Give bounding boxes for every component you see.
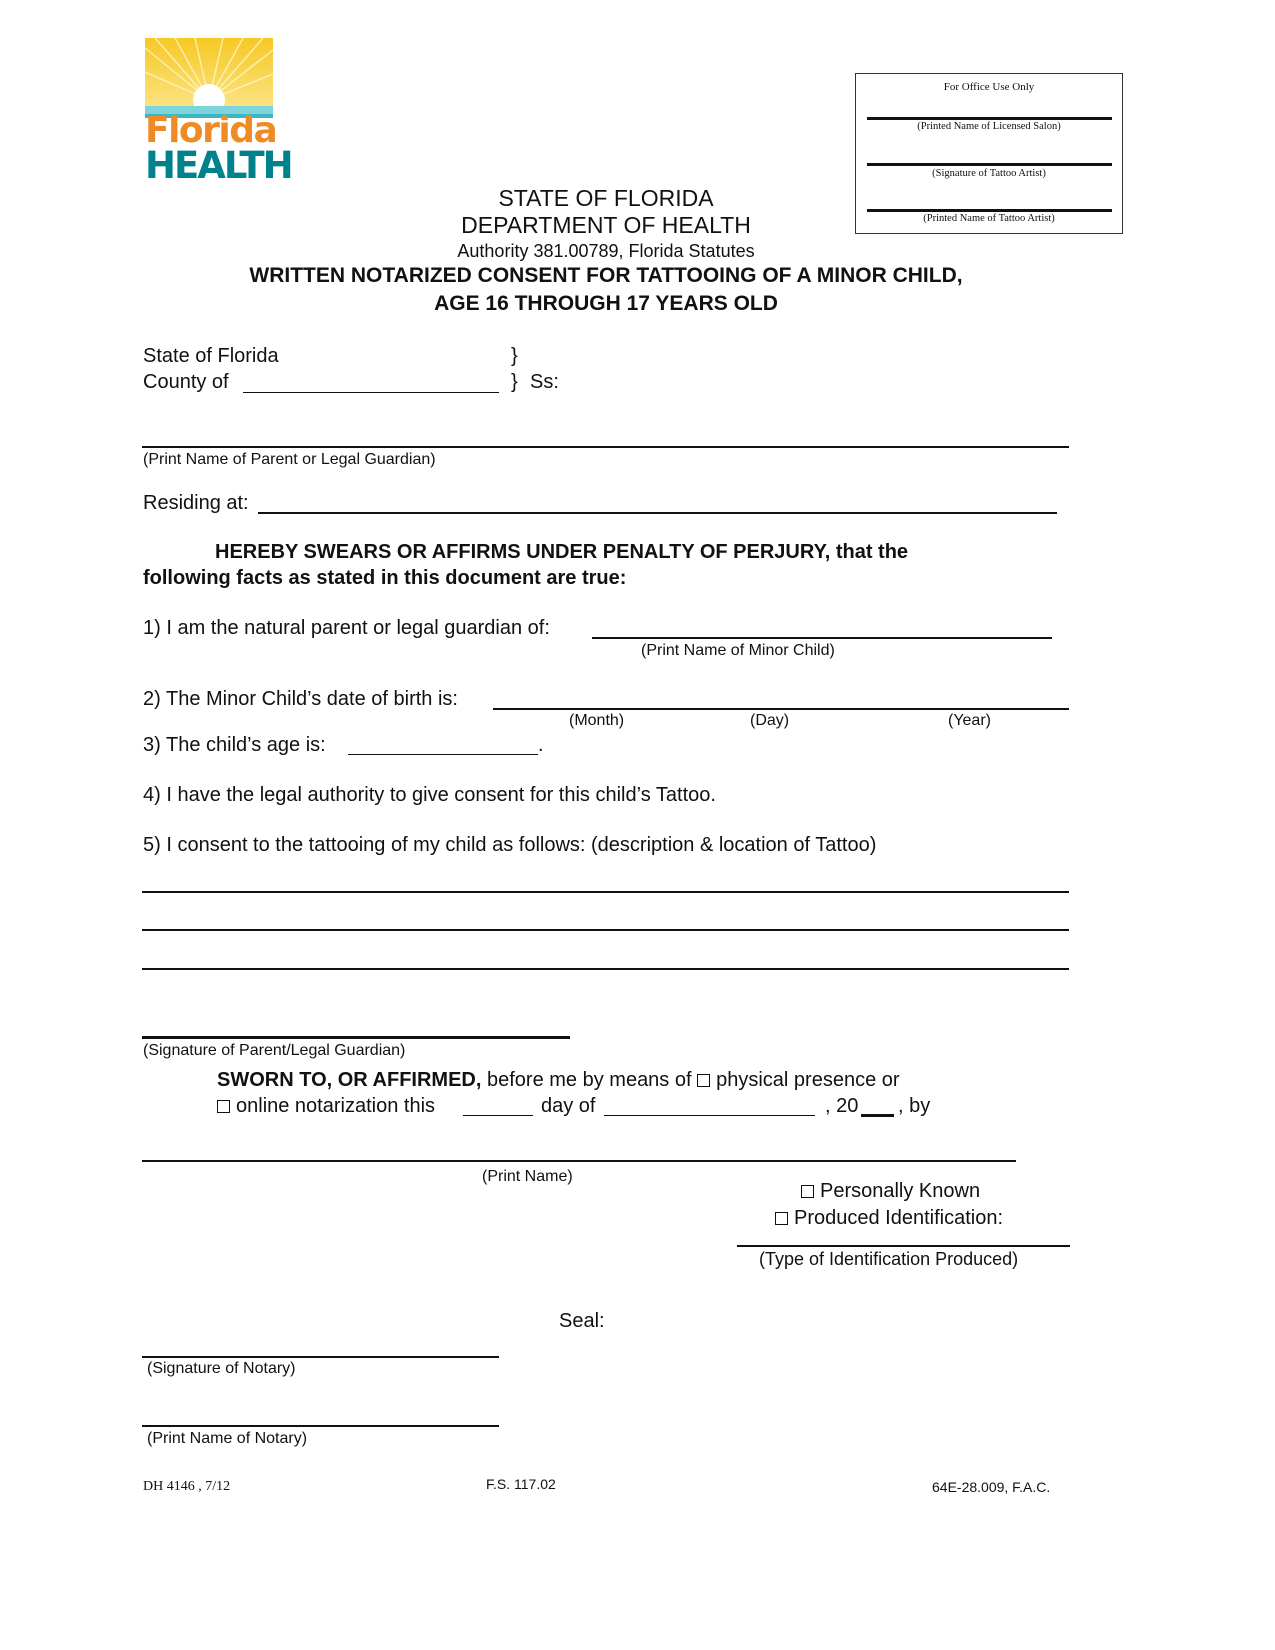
produced-id-row (775, 1207, 1003, 1230)
sworn-year-prefix: , 20 (825, 1095, 859, 1117)
venue-state: State of Florida (143, 345, 279, 367)
item-4-text: 4) I have the legal authority to give consent for this child’s Tattoo. (143, 784, 716, 806)
item-3-text: 3) The child’s age is: (143, 734, 326, 756)
office-use-box (855, 73, 1123, 234)
sworn-dayof-label: day of (541, 1095, 596, 1117)
produced-id-label: Produced Identification: (794, 1207, 1004, 1229)
footer-form-number: DH 4146 , 7/12 (143, 1479, 231, 1494)
tattoo-description-line-3[interactable] (142, 968, 1069, 970)
notary-print-name-line[interactable] (142, 1425, 499, 1427)
notary-signature-label: (Signature of Notary) (147, 1360, 296, 1377)
personally-known-label: Personally Known (820, 1180, 981, 1202)
personally-known-checkbox[interactable] (801, 1185, 814, 1198)
physical-presence-checkbox[interactable] (697, 1074, 710, 1087)
artist-signature-line[interactable] (867, 163, 1112, 166)
footer-rule: 64E-28.009, F.A.C. (932, 1479, 1051, 1495)
parent-name-line[interactable] (142, 446, 1069, 448)
venue-county-label: County of (143, 371, 229, 393)
parent-signature-line[interactable] (142, 1036, 570, 1039)
venue-ss: Ss: (530, 371, 559, 393)
salon-name-line[interactable] (867, 117, 1112, 120)
tattoo-description-line-2[interactable] (142, 929, 1069, 931)
oath-line-1 (215, 541, 908, 564)
artist-signature-label: (Signature of Tattoo Artist) (932, 168, 1046, 179)
form-title-line-2: AGE 16 THROUGH 17 YEARS OLD (434, 292, 778, 315)
residing-input[interactable] (262, 490, 1052, 512)
salon-name-label: (Printed Name of Licensed Salon) (917, 121, 1061, 132)
dob-input[interactable] (497, 686, 1065, 708)
oath-rest: that the (830, 541, 909, 563)
parent-name-label: (Print Name of Parent or Legal Guardian) (143, 451, 436, 468)
footer-statute: F.S. 117.02 (486, 1476, 556, 1492)
oath-bold: HEREBY SWEARS OR AFFIRMS UNDER PENALTY OF PERJURY, (215, 541, 831, 563)
logo-florida-text: Florida (145, 110, 277, 151)
florida-health-logo (145, 38, 292, 187)
id-type-line[interactable] (737, 1245, 1070, 1247)
sworn-by-label: , by (898, 1095, 931, 1117)
item-5-text: 5) I consent to the tattooing of my child as follows: (description & location of Tattoo) (143, 834, 877, 856)
county-input[interactable] (246, 371, 496, 393)
item-1-text: 1) I am the natural parent or legal guardian of: (143, 617, 550, 639)
department-heading: DEPARTMENT OF HEALTH (461, 212, 751, 238)
sworn-year-line[interactable] (861, 1114, 894, 1117)
item-3-period: . (538, 734, 544, 756)
sworn-line-1 (217, 1069, 900, 1092)
dob-day-label: (Day) (750, 712, 790, 729)
dob-month-label: (Month) (569, 712, 625, 729)
residing-line[interactable] (258, 512, 1057, 514)
notary-signature-line[interactable] (142, 1356, 499, 1358)
minor-child-name-line[interactable] (592, 637, 1052, 639)
residing-label: Residing at: (143, 492, 249, 514)
authority-line: Authority 381.00789, Florida Statutes (457, 241, 755, 261)
print-name-line[interactable] (142, 1160, 1016, 1162)
print-name-input[interactable] (146, 1137, 1012, 1159)
child-age-input[interactable] (352, 732, 534, 754)
minor-child-name-label: (Print Name of Minor Child) (641, 642, 835, 659)
sworn-day-line[interactable] (463, 1115, 533, 1116)
notary-print-name-label: (Print Name of Notary) (147, 1430, 308, 1447)
parent-name-input[interactable] (146, 422, 1066, 446)
produced-id-checkbox[interactable] (775, 1212, 788, 1225)
child-age-line[interactable] (348, 754, 538, 755)
parent-signature-label: (Signature of Parent/Legal Guardian) (143, 1042, 406, 1059)
form-title-line-1: WRITTEN NOTARIZED CONSENT FOR TATTOOING OF A MINOR CHILD, (249, 264, 963, 287)
personally-known-row (801, 1180, 980, 1203)
id-type-label: (Type of Identification Produced) (759, 1249, 1019, 1269)
office-use-title: For Office Use Only (943, 81, 1035, 93)
dob-year-label: (Year) (948, 712, 991, 729)
sworn-line-2 (217, 1095, 435, 1118)
venue-brace-2: } (511, 371, 518, 393)
state-heading: STATE OF FLORIDA (498, 185, 714, 211)
online-notarization-checkbox[interactable] (217, 1100, 230, 1113)
artist-name-label: (Printed Name of Tattoo Artist) (923, 213, 1055, 224)
dob-line[interactable] (493, 708, 1069, 710)
logo-health-text: HEALTH (145, 144, 292, 187)
item-2-text: 2) The Minor Child’s date of birth is: (143, 688, 458, 710)
online-notarization-label: online notarization this (236, 1095, 436, 1117)
print-name-label: (Print Name) (482, 1168, 573, 1185)
seal-label: Seal: (559, 1310, 605, 1332)
minor-child-name-input[interactable] (596, 615, 1048, 637)
sworn-rest: before me by means of (481, 1069, 692, 1091)
tattoo-description-line-1[interactable] (142, 891, 1069, 893)
physical-presence-label: physical presence or (716, 1069, 900, 1091)
artist-name-line[interactable] (867, 209, 1112, 212)
sworn-bold: SWORN TO, OR AFFIRMED, (217, 1069, 482, 1091)
oath-line-2: following facts as stated in this document are true: (143, 567, 627, 589)
venue-brace-1: } (511, 345, 518, 367)
sworn-month-line[interactable] (604, 1115, 815, 1116)
